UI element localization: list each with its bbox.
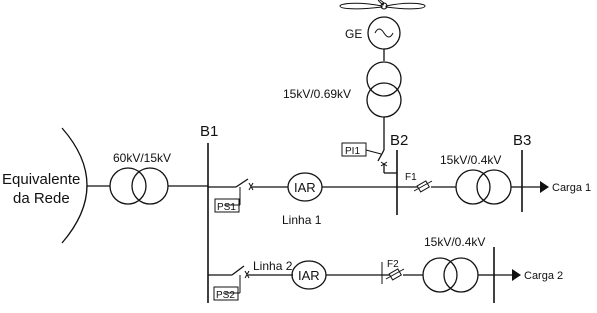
generator-label: GE xyxy=(345,27,363,41)
load1-arrow-icon xyxy=(540,181,549,193)
switch-pi1 xyxy=(378,150,387,166)
wind-turbine-icon xyxy=(340,0,425,9)
iar-line1-label: IAR xyxy=(294,180,316,195)
load1-label: Carga 1 xyxy=(552,182,592,194)
pi1-link xyxy=(366,150,381,154)
grid-label-line2: da Rede xyxy=(13,190,70,207)
generator-transformer xyxy=(367,62,401,117)
switch-ps1 xyxy=(236,179,253,190)
load1-transformer xyxy=(456,170,511,204)
generator-transformer-label: 15kV/0.69kV xyxy=(283,87,352,101)
load1-transformer-label: 15kV/0.4kV xyxy=(440,153,502,167)
main-transformer-label: 60kV/15kV xyxy=(113,151,172,165)
f1-label: F1 xyxy=(405,172,417,183)
ps2-label: PS2 xyxy=(216,290,235,301)
line1-label: Linha 1 xyxy=(282,213,322,227)
load2-transformer xyxy=(423,258,478,292)
bus-b2-label: B2 xyxy=(390,132,409,149)
generator-sine-icon xyxy=(375,29,393,37)
pi1-label: PI1 xyxy=(345,146,361,157)
load2-arrow-icon xyxy=(512,269,521,281)
f2-label: F2 xyxy=(387,259,399,270)
ps1-label: PS1 xyxy=(217,202,236,213)
line2-label: Linha 2 xyxy=(253,259,293,273)
load2-transformer-label: 15kV/0.4kV xyxy=(424,235,486,249)
load2-label: Carga 2 xyxy=(524,270,564,282)
bus-b3-label: B3 xyxy=(513,132,532,149)
bus-b1-label: B1 xyxy=(200,123,219,140)
iar-line2-label: IAR xyxy=(298,268,320,283)
grid-label-line1: Equivalente xyxy=(2,171,81,188)
main-transformer xyxy=(110,168,168,204)
